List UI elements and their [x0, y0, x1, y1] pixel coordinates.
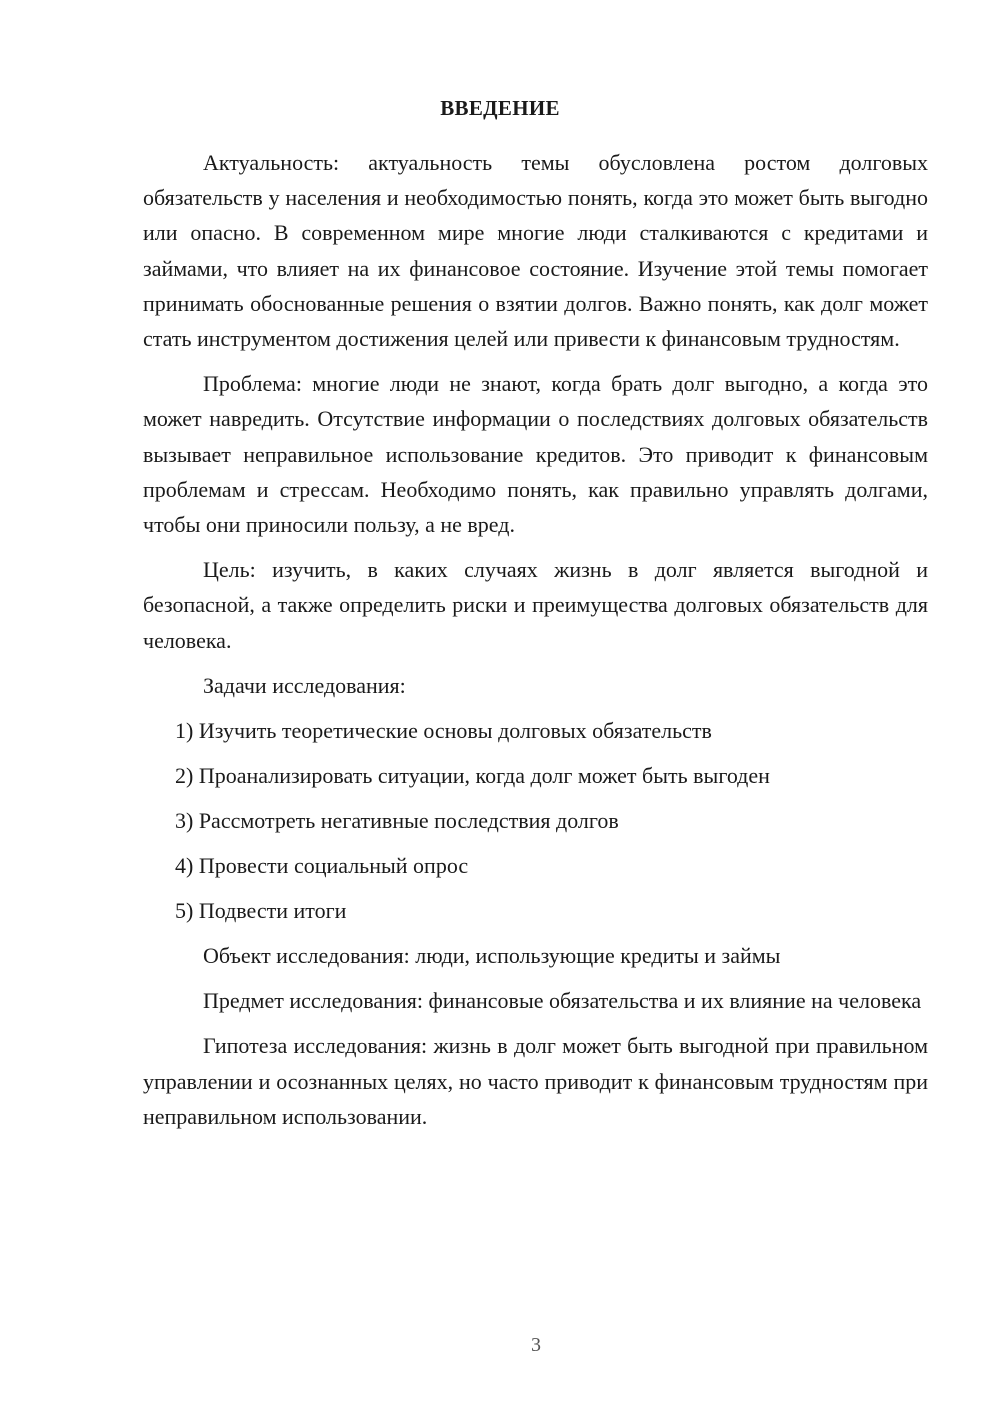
paragraph-hypothesis: Гипотеза исследования: жизнь в долг может быть выгодной при правильном управлении и осознанных целях, но часто приводит к финансовым трудностям при неправильном использовании.: [143, 1033, 928, 1129]
paragraph-problem: Проблема: многие люди не знают, когда брать долг выгодно, а когда это может навредить. Отсутствие информации о последствиях долговых обязательств вызывает неправильное использование кредитов. Это приводит к финансовым проблемам и стрессам. Необходимо понять, как правильно управлять долгами, чтобы они приносили пользу, а не вред.: [143, 371, 928, 538]
task-item: 5) Подвести итоги: [175, 898, 347, 924]
paragraph-tasks-heading: Задачи исследования:: [203, 672, 406, 698]
task-item: 3) Рассмотреть негативные последствия долгов: [175, 808, 619, 834]
task-item: 4) Провести социальный опрос: [175, 853, 469, 879]
body-text: [143, 145, 928, 1134]
task-item: 1) Изучить теоретические основы долговых обязательств: [175, 718, 712, 744]
page-number: 3: [531, 1334, 541, 1356]
section-title: ВВЕДЕНИЕ: [440, 96, 560, 120]
task-item: 2) Проанализировать ситуации, когда долг может быть выгоден: [175, 763, 770, 789]
paragraph-relevance: Актуальность: актуальность темы обусловлена ростом долговых обязательств у населения и необходимостью понять, когда это может быть выгодно или опасно. В современном мире многие люди сталкиваются с кредитами и займами, что влияет на их финансовое состояние. Изучение этой темы помогает принимать обоснованные решения о взятии долгов. Важно понять, как долг может стать инструментом достижения целей или привести к финансовым трудностям.: [143, 150, 928, 352]
paragraph-subject: Предмет исследования: финансовые обязательства и их влияние на человека: [203, 988, 922, 1014]
paragraph-goal: Цель: изучить, в каких случаях жизнь в долг является выгодной и безопасной, а также определить риски и преимущества долговых обязательств для человека.: [143, 557, 928, 653]
paragraph-object: Объект исследования: люди, использующие кредиты и займы: [203, 943, 781, 969]
